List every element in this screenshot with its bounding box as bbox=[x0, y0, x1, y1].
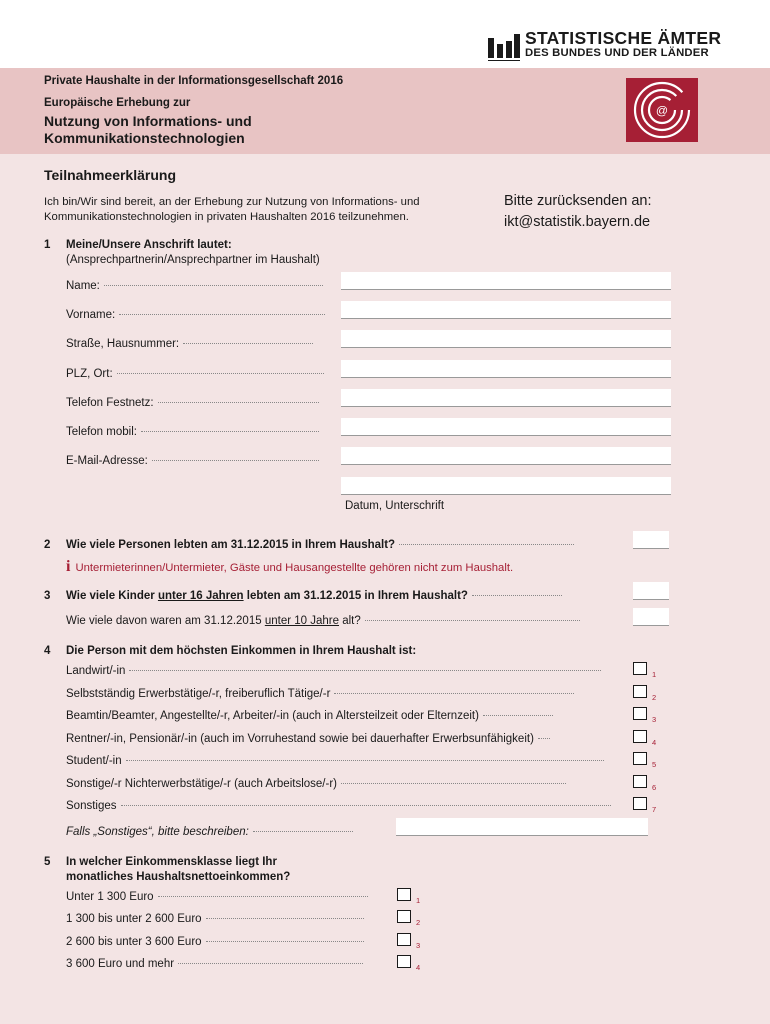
q5-checkbox-2[interactable] bbox=[397, 910, 411, 923]
q2-title: Wie viele Personen lebten am 31.12.2015 in Ihrem Haushalt? bbox=[66, 539, 396, 551]
vorname-label: Vorname: bbox=[66, 309, 325, 321]
email-label: E-Mail-Adresse: bbox=[66, 455, 319, 467]
return-email: ikt@statistik.bayern.de bbox=[504, 214, 651, 230]
q4-code-2: 2 bbox=[652, 693, 657, 702]
q4-checkbox-1[interactable] bbox=[633, 662, 647, 675]
q1-number: 1 bbox=[44, 239, 51, 251]
q4-code-4: 4 bbox=[652, 738, 657, 747]
telefon-festnetz-field[interactable] bbox=[341, 389, 671, 407]
telefon-mobil-field[interactable] bbox=[341, 418, 671, 436]
q5-checkbox-4[interactable] bbox=[397, 955, 411, 968]
intro-text: Ich bin/Wir sind bereit, an der Erhebung zur Nutzung von Informations- und Kommunikationstechnologien in privaten Haushalten 2016 teilzunehmen. bbox=[44, 196, 420, 223]
q3-sub-row: Wie viele davon waren am 31.12.2015 unter 10 Jahre alt? bbox=[66, 615, 580, 627]
q2-title-row bbox=[66, 539, 574, 551]
q2-number: 2 bbox=[44, 539, 51, 551]
q1-title: Meine/Unsere Anschrift lautet: bbox=[66, 239, 232, 251]
emblem-at-symbol: @ bbox=[655, 103, 669, 118]
q5-option-3: 2 600 bis unter 3 600 Euro bbox=[66, 936, 364, 948]
q4-option-7: Sonstiges bbox=[66, 800, 611, 812]
strasse-label: Straße, Hausnummer: bbox=[66, 338, 313, 350]
q5-option-1: Unter 1 300 Euro bbox=[66, 891, 368, 903]
q5-code-3: 3 bbox=[416, 941, 421, 950]
q4-option-5: Student/-in bbox=[66, 755, 604, 767]
q4-code-1: 1 bbox=[652, 670, 657, 679]
signature-label: Datum, Unterschrift bbox=[345, 500, 445, 512]
q4-code-3: 3 bbox=[652, 715, 657, 724]
survey-line1: Private Haushalte in der Informationsgesellschaft 2016 bbox=[44, 75, 344, 87]
return-label: Bitte zurücksenden an: bbox=[504, 193, 652, 209]
q4-checkbox-4[interactable] bbox=[633, 730, 647, 743]
q5-option-4: 3 600 Euro und mehr bbox=[66, 958, 363, 970]
logo-bars-icon bbox=[488, 34, 520, 58]
q5-title-line2: monatliches Haushaltsnettoeinkommen? bbox=[66, 871, 291, 883]
q4-checkbox-6[interactable] bbox=[633, 775, 647, 788]
at-sign-emblem-icon bbox=[626, 78, 698, 142]
q5-title-line1: In welcher Einkommensklasse liegt Ihr bbox=[66, 856, 277, 868]
q5-option-2: 1 300 bis unter 2 600 Euro bbox=[66, 913, 364, 925]
q4-option-1: Landwirt/-in bbox=[66, 665, 601, 677]
q2-info-text: Untermieterinnen/Untermieter, Gäste und Hausangestellte gehören nicht zum Haushalt. bbox=[75, 562, 514, 574]
signature-field[interactable] bbox=[341, 477, 671, 495]
q4-option-2: Selbstständig Erwerbstätige/-r, freiberuflich Tätige/-r bbox=[66, 688, 574, 700]
email-field[interactable] bbox=[341, 447, 671, 465]
q4-other-label: Falls „Sonstiges“, bitte beschreiben: bbox=[66, 826, 353, 838]
q2-info bbox=[66, 558, 513, 576]
name-label: Name: bbox=[66, 280, 323, 292]
info-icon: i bbox=[66, 558, 71, 575]
q5-checkbox-3[interactable] bbox=[397, 933, 411, 946]
q5-code-4: 4 bbox=[416, 963, 421, 972]
q4-option-6: Sonstige/-r Nichterwerbstätige/-r (auch Arbeitslose/-r) bbox=[66, 778, 566, 790]
persons-count-field[interactable] bbox=[633, 531, 669, 549]
telefon-mobil-label: Telefon mobil: bbox=[66, 426, 319, 438]
children-under10-field[interactable] bbox=[633, 608, 669, 626]
q3-number: 3 bbox=[44, 590, 51, 602]
q4-checkbox-3[interactable] bbox=[633, 707, 647, 720]
children-under16-field[interactable] bbox=[633, 582, 669, 600]
title-band bbox=[0, 68, 770, 154]
q4-checkbox-7[interactable] bbox=[633, 797, 647, 810]
plz-ort-field[interactable] bbox=[341, 360, 671, 378]
q4-code-5: 5 bbox=[652, 760, 657, 769]
q4-other-field[interactable] bbox=[396, 818, 648, 836]
q4-code-6: 6 bbox=[652, 783, 657, 792]
q4-option-3: Beamtin/Beamter, Angestellte/-r, Arbeiter/-in (auch in Altersteilzeit oder Elternzeit) bbox=[66, 710, 553, 722]
q1-subtitle: (Ansprechpartnerin/Ansprechpartner im Haushalt) bbox=[66, 254, 320, 266]
q5-checkbox-1[interactable] bbox=[397, 888, 411, 901]
q5-number: 5 bbox=[44, 856, 51, 868]
telefon-festnetz-label: Telefon Festnetz: bbox=[66, 397, 319, 409]
plz-ort-label: PLZ, Ort: bbox=[66, 368, 324, 380]
q5-code-1: 1 bbox=[416, 896, 421, 905]
q4-checkbox-5[interactable] bbox=[633, 752, 647, 765]
q4-checkbox-2[interactable] bbox=[633, 685, 647, 698]
q4-title: Die Person mit dem höchsten Einkommen in Ihrem Haushalt ist: bbox=[66, 645, 417, 657]
statistische-aemter-logo bbox=[488, 28, 758, 62]
top-header bbox=[0, 0, 770, 68]
q4-number: 4 bbox=[44, 645, 51, 657]
q5-code-2: 2 bbox=[416, 918, 421, 927]
q3-title-row: Wie viele Kinder unter 16 Jahren lebten am 31.12.2015 in Ihrem Haushalt? bbox=[66, 590, 562, 602]
return-address bbox=[504, 191, 652, 233]
survey-title: Nutzung von Informations- und Kommunikationstechnologien bbox=[44, 113, 252, 146]
q4-code-7: 7 bbox=[652, 805, 657, 814]
logo-line1: STATISTISCHE ÄMTER bbox=[525, 28, 722, 48]
vorname-field[interactable] bbox=[341, 301, 671, 319]
form-title: Teilnahmeerklärung bbox=[44, 167, 177, 183]
name-field[interactable] bbox=[341, 272, 671, 290]
logo-line2: DES BUNDES UND DER LÄNDER bbox=[525, 47, 709, 59]
q4-option-4: Rentner/-in, Pensionär/-in (auch im Vorruhestand sowie bei dauerhafter Erwerbsunfähigkeit) bbox=[66, 733, 550, 745]
strasse-field[interactable] bbox=[341, 330, 671, 348]
survey-line2: Europäische Erhebung zur bbox=[44, 97, 191, 109]
